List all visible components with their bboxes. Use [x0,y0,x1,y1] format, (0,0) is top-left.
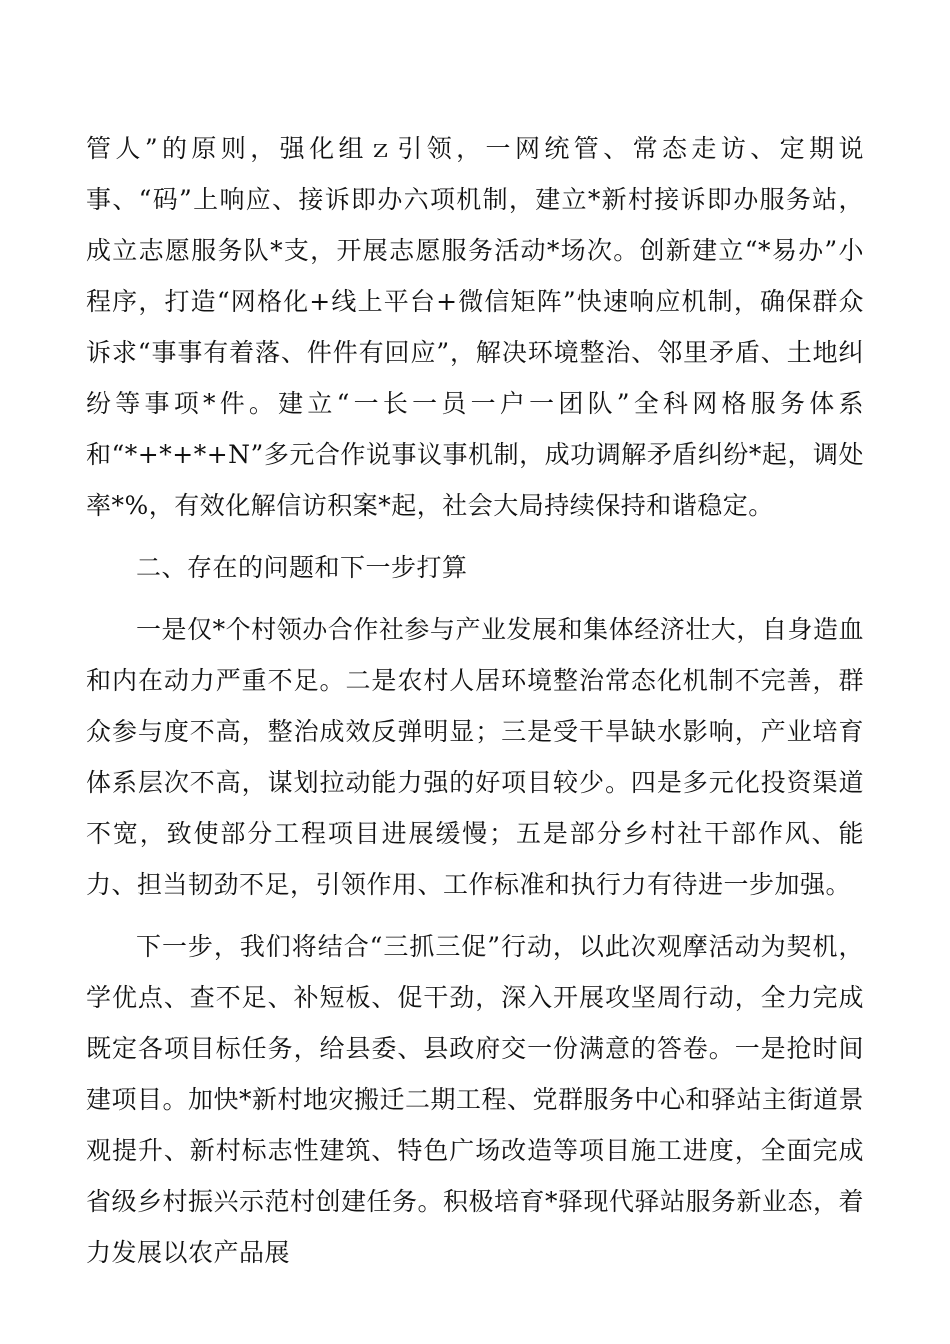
paragraph-next-steps: 下一步，我们将结合“三抓三促”行动，以此次观摩活动为契机，学优点、查不足、补短板、促干劲，深入开展攻坚周行动，全力完成既定各项目标任务，给县委、县政府交一份满意的答卷。一是抢时间建项目。加快*新村地灾搬迁二期工程、党群服务中心和驿站主街道景观提升、新村标志性建筑、特色广场改造等项目施工进度，全面完成省级乡村振兴示范村创建任务。积极培育*驿现代驿站服务新业态，着力发展以农产品展 [86,932,865,1267]
paragraph-continuation: 管人”的原则，强化组ｚ引领，一网统管、常态走访、定期说事、“码”上响应、接诉即办六项机制，建立*新村接诉即办服务站，成立志愿服务队*支，开展志愿服务活动*场次。创新建立“*易办”小程序，打造“网格化+线上平台+微信矩阵”快速响应机制，确保群众诉求“事事有着落、件件有回应”，解决环境整治、邻里矛盾、土地纠纷等事项*件。建立“一长一员一户一团队”全科网格服务体系和“*+*+*+N”多元合作说事议事机制，成功调解矛盾纠纷*起，调处率*%，有效化解信访积案*起，社会大局持续保持和谐稳定。 [86,134,864,520]
document-body [86,123,864,1278]
section-heading: 二、存在的问题和下一步打算 [136,553,468,582]
paragraph-problems: 一是仅*个村领办合作社参与产业发展和集体经济壮大，自身造血和内在动力严重不足。二是农村人居环境整治常态化机制不完善，群众参与度不高，整治成效反弹明显；三是受干旱缺水影响，产业培育体系层次不高，谋划拉动能力强的好项目较少。四是多元化投资渠道不宽，致使部分工程项目进展缓慢；五是部分乡村社干部作风、能力、担当韧劲不足，引领作用、工作标准和执行力有待进一步加强。 [86,615,864,899]
